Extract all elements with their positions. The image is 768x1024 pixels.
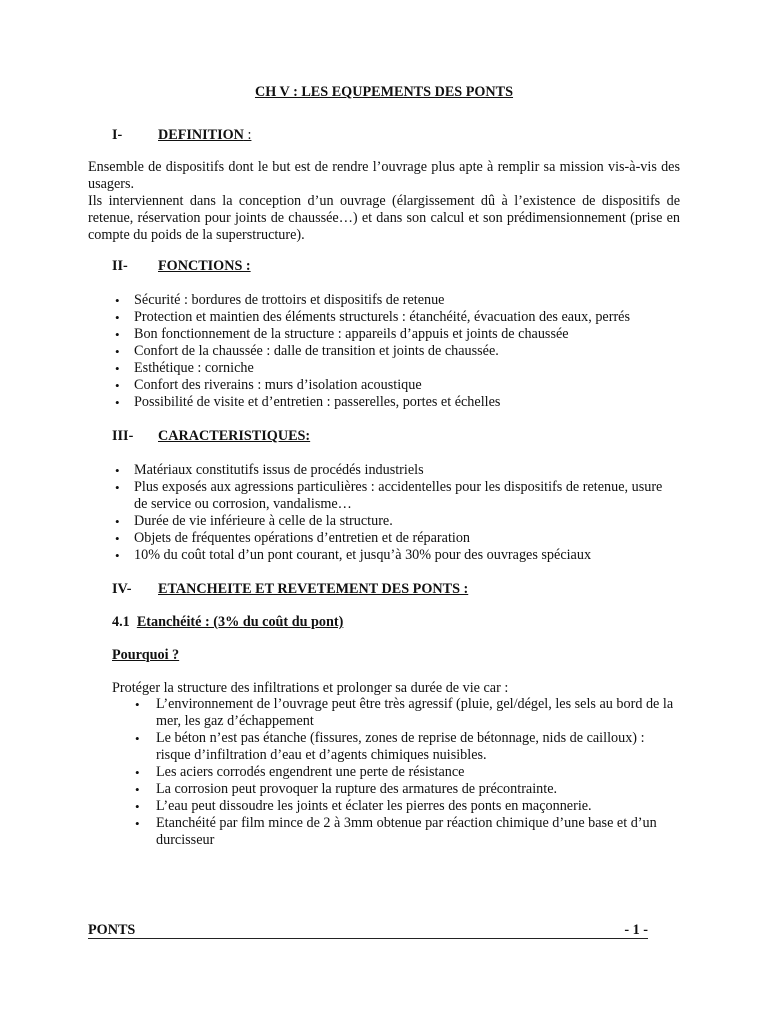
section-colon: : bbox=[243, 127, 252, 143]
bullet-icon: • bbox=[115, 480, 120, 495]
bullet-icon: • bbox=[115, 548, 120, 563]
list-item: • Objets de fréquentes opérations d’entretien et de réparation bbox=[115, 530, 471, 546]
subsection-heading-etancheite bbox=[112, 614, 343, 631]
list-item: • Matériaux constitutifs issus de procédés industriels bbox=[115, 462, 424, 478]
bullet-icon: • bbox=[115, 463, 120, 478]
list-item: • L’eau peut dissoudre les joints et éclater les pierres des ponts en maçonnerie. bbox=[135, 798, 592, 814]
pourquoi-heading: Pourquoi ? bbox=[112, 647, 180, 663]
fonctions-list bbox=[112, 292, 672, 411]
list-item: • Le béton n’est pas étanche (fissures, zones de reprise de bétonnage, nids de cailloux) : risque d’infiltration d’eau et d’agents chimiques nuisibles. bbox=[135, 730, 645, 763]
bullet-icon: • bbox=[115, 310, 120, 325]
section-label: DEFINITION bbox=[158, 127, 244, 143]
etancheite-intro: Protéger la structure des infiltrations et prolonger sa durée de vie car : bbox=[112, 680, 509, 696]
bullet-icon: • bbox=[135, 816, 140, 831]
bullet-icon: • bbox=[135, 782, 140, 797]
bullet-icon: • bbox=[135, 799, 140, 814]
bullet-icon: • bbox=[115, 293, 120, 308]
definition-paragraph: Ensemble de dispositifs dont le but est de rendre l’ouvrage plus apte à remplir sa mission vis-à-vis des usagers. bbox=[88, 159, 680, 192]
subsection-label: Etanchéité : (3% du coût du pont) bbox=[136, 614, 344, 630]
section-heading-caracteristiques bbox=[112, 428, 310, 445]
bullet-icon: • bbox=[115, 344, 120, 359]
list-item: • Protection et maintien des éléments structurels : étanchéité, évacuation des eaux, perrés bbox=[115, 309, 630, 325]
section-heading-definition bbox=[112, 127, 251, 144]
section-heading-etancheite bbox=[112, 581, 468, 598]
definition-paragraph: Ils interviennent dans la conception d’un ouvrage (élargissement dû à l’existence de dispositifs de retenue, réservation pour joints de chaussée…) et dans son calcul et son prédimensionnement (prise en compte du poids de la superstructure). bbox=[88, 193, 680, 243]
bullet-icon: • bbox=[135, 731, 140, 746]
etancheite-reasons-list bbox=[132, 696, 680, 849]
list-item: • Sécurité : bordures de trottoirs et dispositifs de retenue bbox=[115, 292, 445, 308]
list-item: • 10% du coût total d’un pont courant, et jusqu’à 30% pour des ouvrages spéciaux bbox=[115, 547, 592, 563]
bullet-icon: • bbox=[135, 697, 140, 712]
footer-title: PONTS bbox=[88, 922, 136, 938]
list-item: • La corrosion peut provoquer la rupture des armatures de précontrainte. bbox=[135, 781, 558, 797]
definition-text bbox=[88, 159, 680, 244]
list-item: • Bon fonctionnement de la structure : appareils d’appuis et joints de chaussée bbox=[115, 326, 569, 342]
list-item: • Etanchéité par film mince de 2 à 3mm obtenue par réaction chimique d’une base et d’un durcisseur bbox=[135, 815, 657, 848]
bullet-icon: • bbox=[115, 327, 120, 342]
bullet-icon: • bbox=[115, 514, 120, 529]
section-number: III- bbox=[112, 428, 134, 444]
section-number: IV- bbox=[112, 581, 132, 597]
bullet-icon: • bbox=[115, 531, 120, 546]
page-number: - 1 - bbox=[624, 922, 648, 938]
page-title: CH V : LES EQUPEMENTS DES PONTS bbox=[254, 84, 514, 100]
list-item: • Confort de la chaussée : dalle de transition et joints de chaussée. bbox=[115, 343, 499, 359]
bullet-icon: • bbox=[135, 765, 140, 780]
list-item: • Esthétique : corniche bbox=[115, 360, 254, 376]
list-item: • Confort des riverains : murs d’isolation acoustique bbox=[115, 377, 422, 393]
list-item: • Possibilité de visite et d’entretien : passerelles, portes et échelles bbox=[115, 394, 501, 410]
list-item: • L’environnement de l’ouvrage peut être très agressif (pluie, gel/dégel, les sels au bord de la mer, les gaz d’échappement bbox=[135, 696, 674, 729]
section-number: I- bbox=[112, 127, 123, 143]
page-footer bbox=[88, 922, 648, 939]
list-item: • Les aciers corrodés engendrent une perte de résistance bbox=[135, 764, 465, 780]
list-item: • Durée de vie inférieure à celle de la structure. bbox=[115, 513, 393, 529]
section-heading-fonctions bbox=[112, 258, 251, 275]
section-label: FONCTIONS : bbox=[158, 258, 251, 274]
bullet-icon: • bbox=[115, 378, 120, 393]
section-number: II- bbox=[112, 258, 128, 274]
section-label: CARACTERISTIQUES: bbox=[158, 428, 311, 444]
subsection-number: 4.1 bbox=[112, 614, 130, 630]
bullet-icon: • bbox=[115, 361, 120, 376]
caracteristiques-list bbox=[112, 462, 672, 564]
section-label: ETANCHEITE ET REVETEMENT DES PONTS : bbox=[158, 581, 469, 597]
bullet-icon: • bbox=[115, 395, 120, 410]
list-item: • Plus exposés aux agressions particulières : accidentelles pour les dispositifs de retenue, usure de service ou corrosion, vandalisme… bbox=[115, 479, 663, 512]
